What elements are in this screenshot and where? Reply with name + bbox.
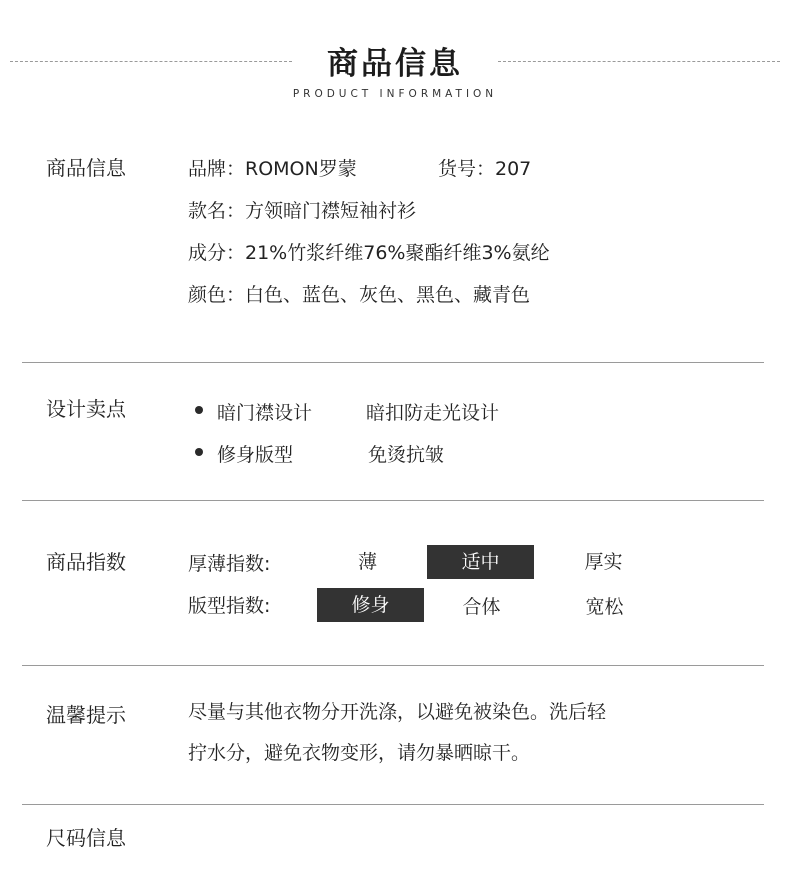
- bullet-icon: [195, 448, 203, 456]
- material-text: 成分：21%竹浆纤维76%聚酯纤维3%氨纶: [188, 242, 550, 264]
- section-label-tips: 温馨提示: [46, 703, 126, 727]
- feature-item: 暗门襟设计: [217, 402, 313, 424]
- bullet-icon: [195, 406, 203, 414]
- section-divider: [22, 665, 764, 666]
- section-label-features: 设计卖点: [46, 397, 126, 421]
- page-title: 商品信息: [327, 46, 463, 82]
- fit-option-loose: 宽松: [585, 596, 624, 618]
- fit-index-label: 版型指数:: [188, 595, 271, 617]
- section-divider: [22, 362, 764, 363]
- style-name-text: 款名：方领暗门襟短袖衬衫: [188, 200, 417, 222]
- thickness-option-thin: 薄: [357, 551, 377, 573]
- brand-text: 品牌：ROMON罗蒙: [188, 158, 357, 180]
- section-divider: [22, 804, 764, 805]
- colors-text: 颜色：白色、蓝色、灰色、黑色、藏青色: [188, 284, 531, 306]
- fit-option-regular: 合体: [462, 596, 501, 618]
- feature-item: 修身版型: [217, 444, 294, 466]
- page-subtitle: PRODUCT INFORMATION: [292, 88, 498, 100]
- feature-item: 暗扣防走光设计: [366, 402, 500, 424]
- thickness-index-label: 厚薄指数:: [188, 553, 271, 575]
- thickness-option-thick: 厚实: [584, 551, 623, 573]
- section-label-index: 商品指数: [46, 550, 126, 574]
- fit-option-slim-selected: 修身: [317, 588, 424, 622]
- thickness-option-medium-selected: 适中: [427, 545, 534, 579]
- sku-text: 货号：207: [438, 158, 532, 180]
- care-tip-line: 拧水分，避免衣物变形，请勿暴晒晾干。: [188, 742, 531, 764]
- care-tip-line: 尽量与其他衣物分开洗涤，以避免被染色。洗后轻: [188, 701, 607, 723]
- feature-item: 免烫抗皱: [368, 444, 445, 466]
- section-divider: [22, 500, 764, 501]
- section-label-info: 商品信息: [46, 156, 126, 180]
- section-label-size: 尺码信息: [46, 826, 126, 850]
